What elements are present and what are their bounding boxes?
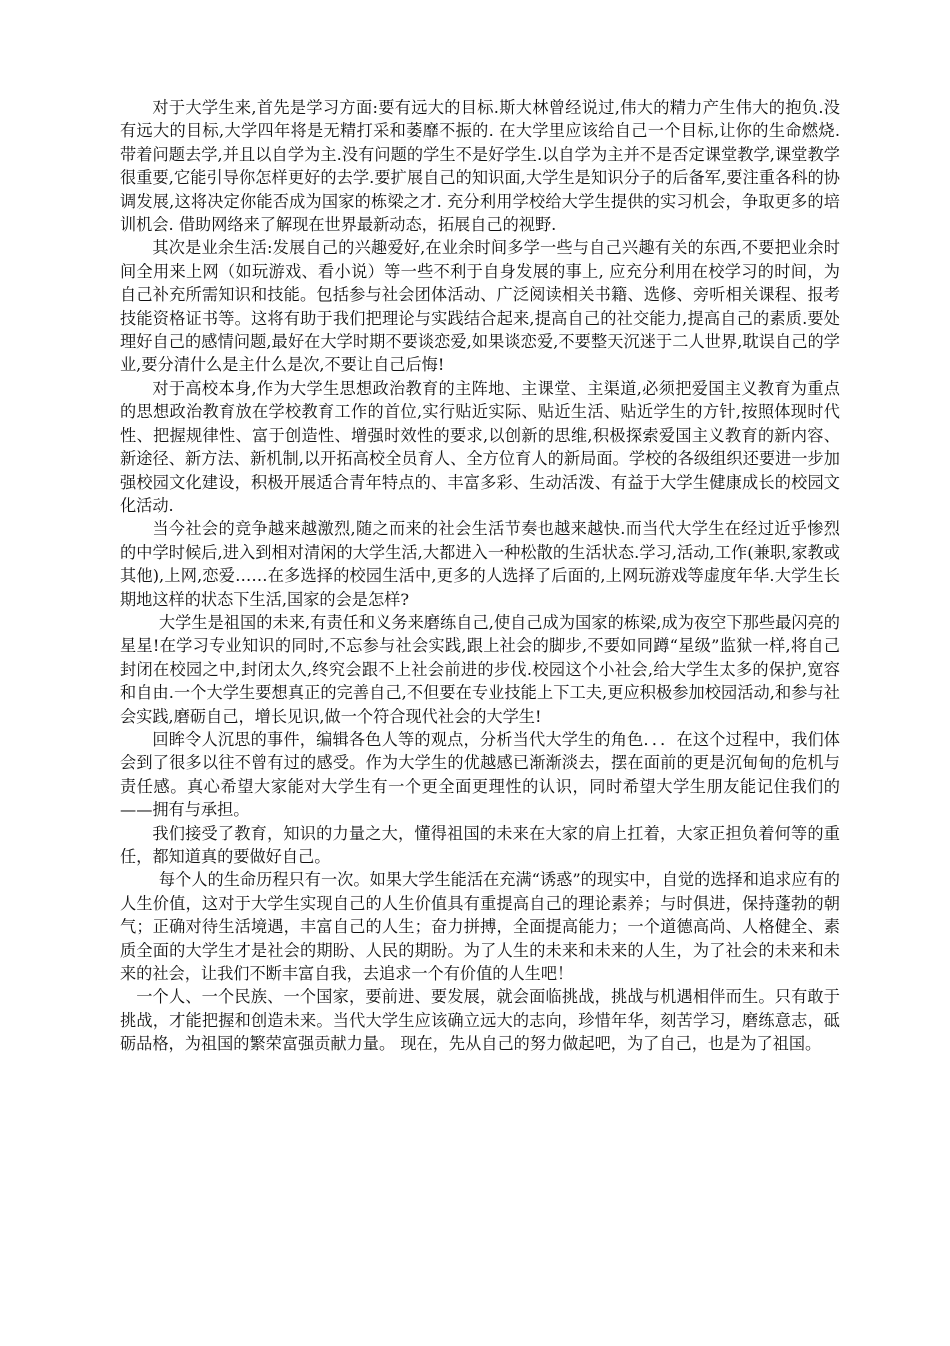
paragraph-competition: 当今社会的竞争越来越激烈,随之而来的社会生活节奏也越来越快.而当代大学生在经过近乎惨烈的中学时候后,进入到相对清闲的大学生活,大都进入一种松散的生活状态.学习,活动,工作(兼职,家教或其他),上网,恋爱……在多选择的校园生活中,更多的人选择了后面的,上网玩游戏等虚度年华.大学生长期地这样的状态下生活,国家的会是怎样?	[120, 519, 840, 609]
paragraph-education: 我们接受了教育，知识的力量之大，懂得祖国的未来在大家的肩上扛着，大家正担负着何等的重任，都知道真的要做好自己。	[120, 823, 840, 866]
paragraph-challenge: 一个人、一个民族、一个国家，要前进、要发展，就会面临挑战，挑战与机遇相伴而生。只有敢于挑战，才能把握和创造未来。当代大学生应该确立远大的志向，珍惜年华，刻苦学习，磨练意志，砥砺品格，为祖国的繁荣富强贡献力量。 现在，先从自己的努力做起吧，为了自己，也是为了祖国。	[120, 987, 840, 1054]
paragraph-life-value: 每个人的生命历程只有一次。如果大学生能活在充满“诱惑”的现实中，自觉的选择和追求应有的人生价值，这对于大学生实现自己的人生价值具有重提高自己的理论素养；与时俱进，保持蓬勃的朝气；正确对待生活境遇，丰富自己的人生；奋力拼搏，全面提高能力；一个道德高尚、人格健全、素质全面的大学生才是社会的期盼、人民的期盼。为了人生的未来和未来的人生，为了社会的未来和未来的社会，让我们不断丰富自我，去追求一个有价值的人生吧！	[120, 870, 840, 984]
paragraph-study: 对于大学生来,首先是学习方面:要有远大的目标.斯大林曾经说过,伟大的精力产生伟大的抱负.没有远大的目标,大学四年将是无精打采和萎靡不振的. 在大学里应该给自己一个目标,让你的生命燃烧.带着问题去学,并且以自学为主.没有问题的学生不是好学生.以自学为主并不是否定课堂教学,课堂教学很重要,它能引导你怎样更好的去学.要扩展自己的知识面,大学生是知识分子的后备军,要注重各科的协调发展,这将决定你能否成为国家的栋梁之才. 充分利用学校给大学生提供的实习机会，争取更多的培训机会. 借助网络来了解现在世界最新动态，拓展自己的视野.	[120, 98, 840, 235]
paragraph-universities: 对于高校本身,作为大学生思想政治教育的主阵地、主课堂、主渠道,必须把爱国主义教育为重点的思想政治教育放在学校教育工作的首位,实行贴近实际、贴近生活、贴近学生的方针,按照体现时代性、把握规律性、富于创造性、增强时效性的要求,以创新的思维,积极探索爱国主义教育的新内容、新途径、新方法、新机制,以开拓高校全员育人、全方位育人的新局面。学校的各级组织还要进一步加强校园文化建设，积极开展适合青年特点的、丰富多彩、生动活泼、有益于大学生健康成长的校园文化活动.	[120, 378, 840, 515]
paragraph-future: 大学生是祖国的未来,有责任和义务来磨练自己,使自己成为国家的栋梁,成为夜空下那些最闪亮的星星!在学习专业知识的同时,不忘参与社会实践,跟上社会的脚步,不要如同蹲“星级”监狱一样,将自己封闭在校园之中,封闭太久,终究会跟不上社会前进的步伐.校园这个小社会,给大学生太多的保护,宽容和自由.一个大学生要想真正的完善自己,不但要在专业技能上下工夫,更应积极参加校园活动,和参与社会实践,磨砺自己，增长见识,做一个符合现代社会的大学生!	[120, 612, 840, 726]
document-body	[120, 96, 840, 1056]
paragraph-reflection: 回眸令人沉思的事件，编辑各色人等的观点，分析当代大学生的角色．．．在这个过程中，我们体会到了很多以往不曾有过的感受。作为大学生的优越感已渐渐淡去，摆在面前的更是沉甸甸的危机与责任感。真心希望大家能对大学生有一个更全面更理性的认识，同时希望大学生朋友能记住我们的——拥有与承担。	[120, 729, 840, 820]
paragraph-spare-time: 其次是业余生活:发展自己的兴趣爱好,在业余时间多学一些与自己兴趣有关的东西,不要把业余时间全用来上网（如玩游戏、看小说）等一些不利于自身发展的事上, 应充分利用在校学习的时间，为自己补充所需知识和技能。包括参与社会团体活动、广泛阅读相关书籍、选修、旁听相关课程、报考技能资格证书等。这将有助于我们把理论与实践结合起来,提高自己的社交能力,提高自己的素质.要处理好自己的感情问题,最好在大学时期不要谈恋爱,如果谈恋爱,不要整天沉迷于二人世界,耽误自己的学业,要分清什么是主什么是次,不要让自己后悔!	[120, 238, 840, 375]
